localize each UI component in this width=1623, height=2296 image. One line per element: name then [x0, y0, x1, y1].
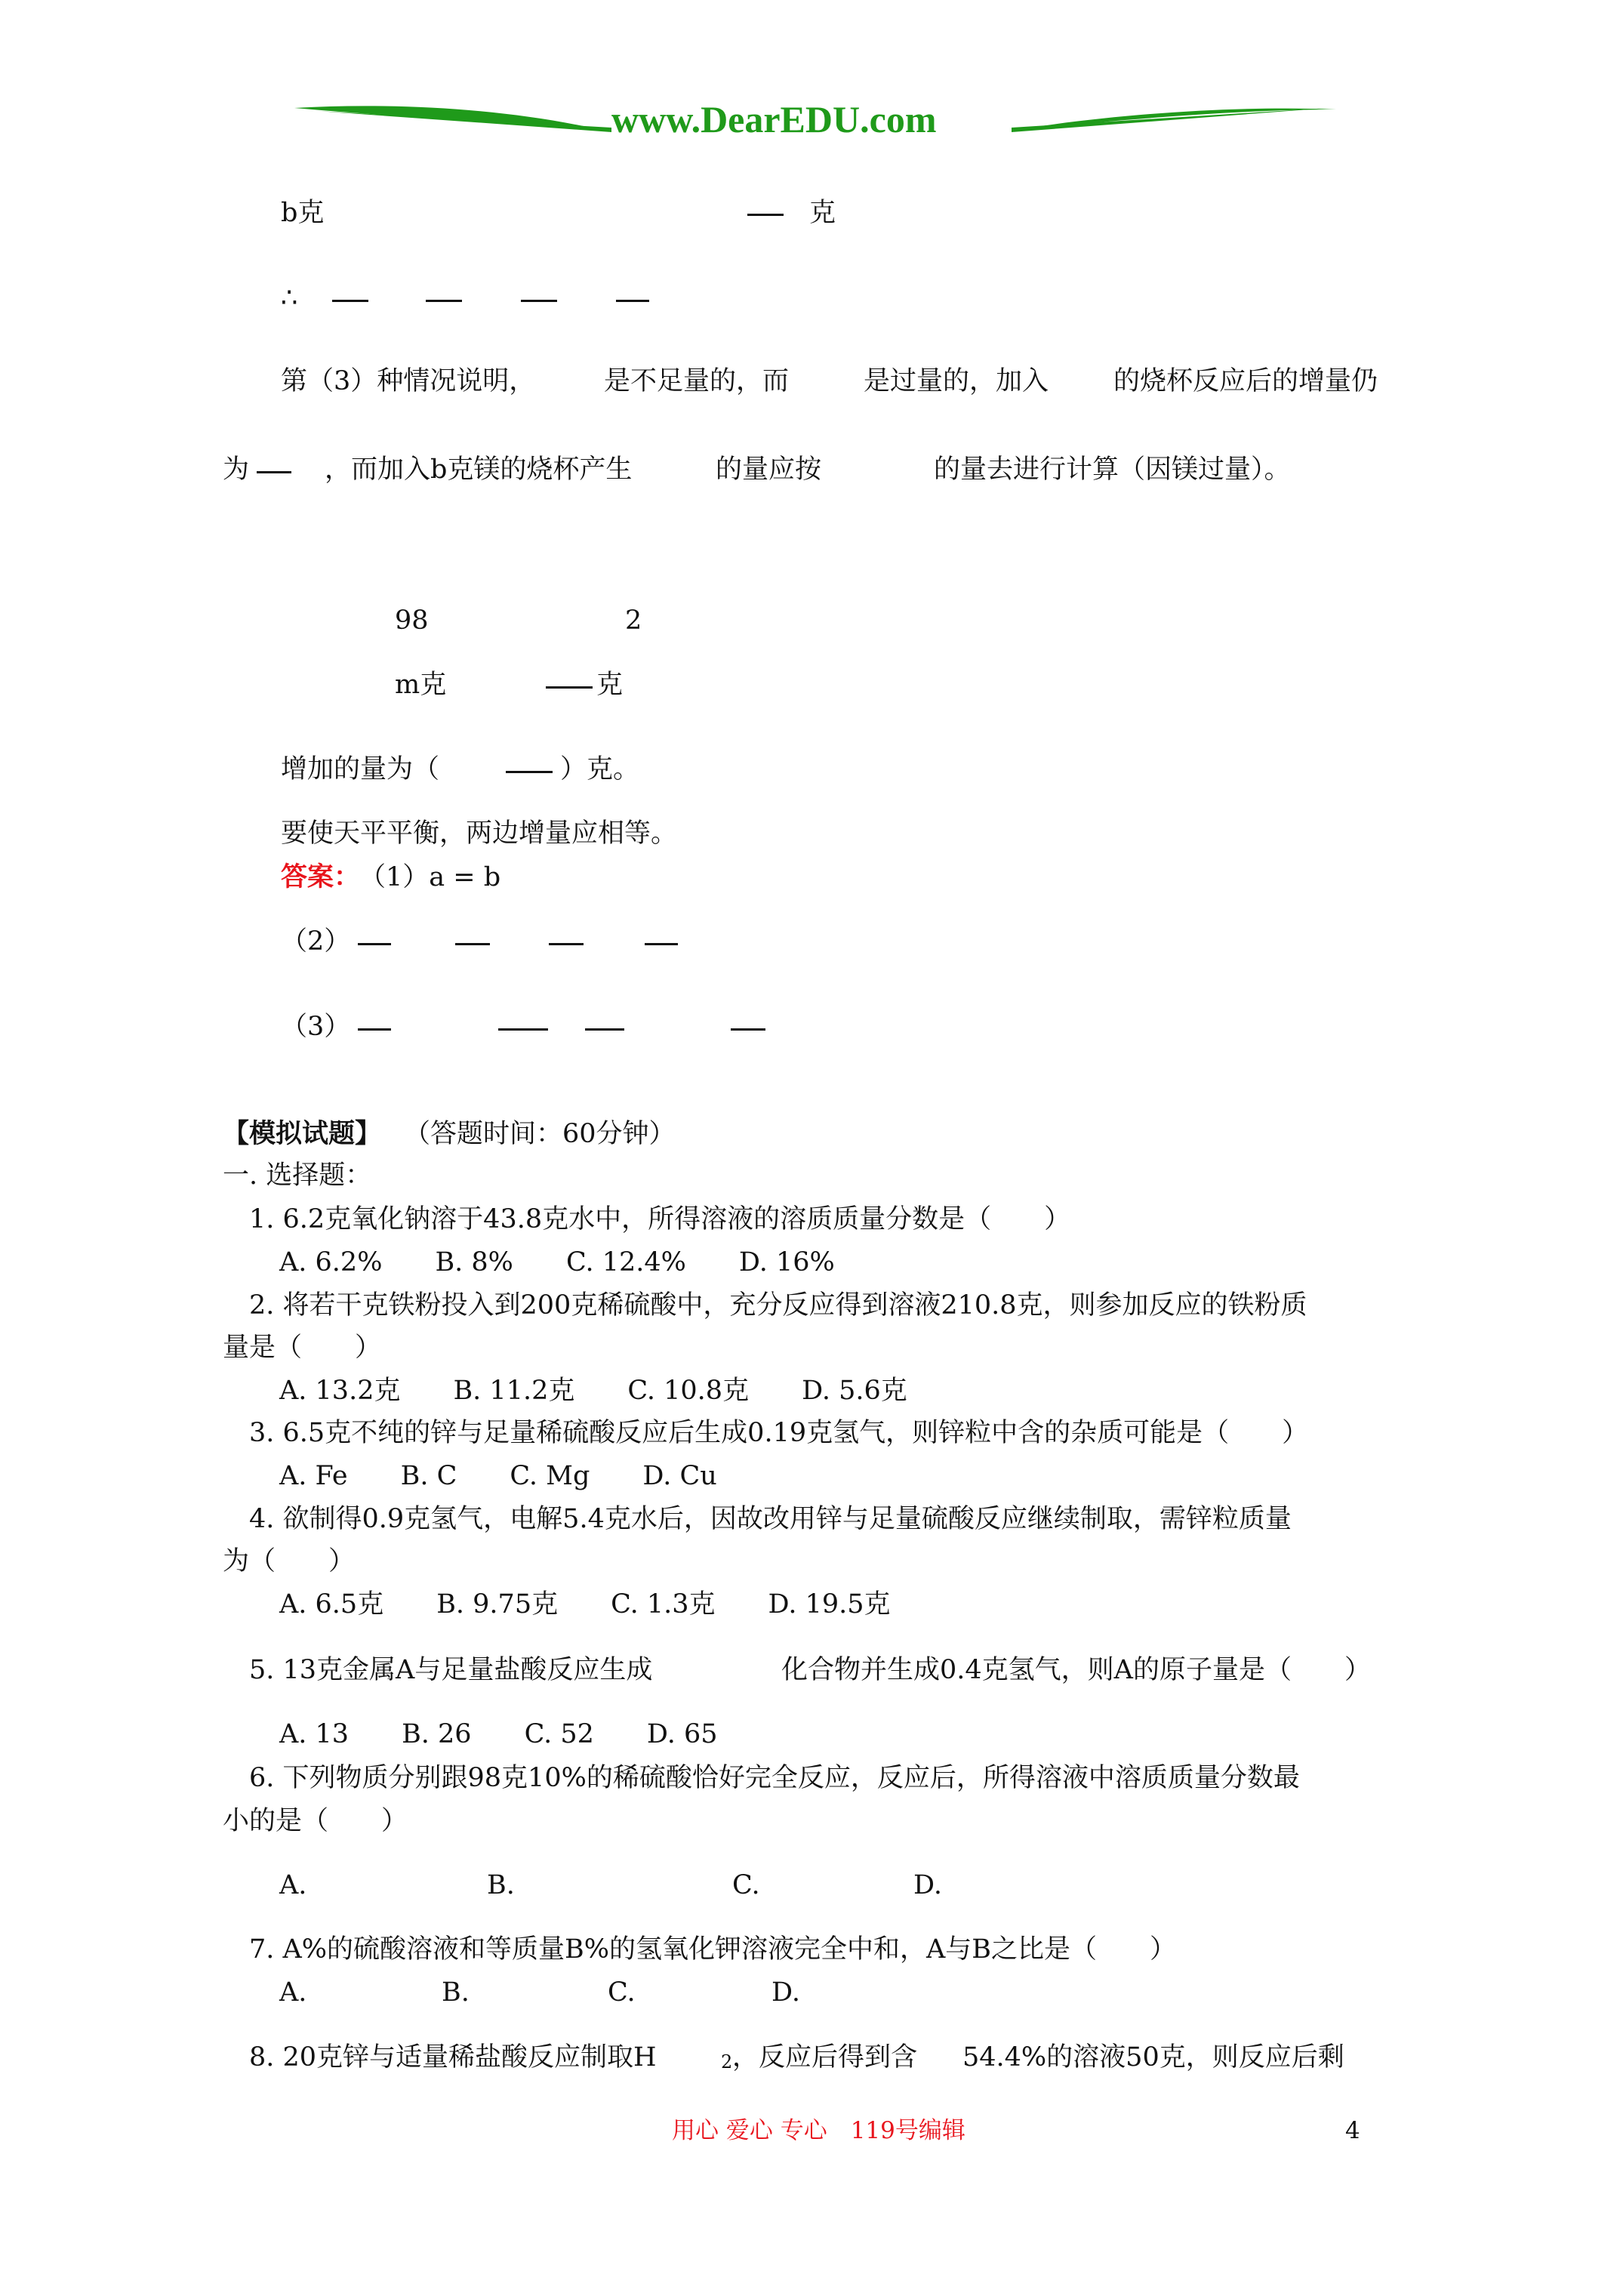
- line-b-gram: b克: [281, 198, 325, 228]
- fraction-blank: [426, 300, 462, 302]
- fraction-blank: [645, 943, 678, 945]
- section-title: 【模拟试题】: [223, 1118, 382, 1149]
- question-1: 1. 6.2克氧化钠溶于43.8克水中，所得溶液的溶质质量分数是（ ）: [249, 1204, 1071, 1234]
- question-3-options: A. Fe B. C C. Mg D. Cu: [279, 1461, 717, 1491]
- question-5-cont: 化合物并生成0.4克氢气，则A的原子量是（ ）: [781, 1655, 1371, 1685]
- fraction-blank: [616, 300, 649, 302]
- question-8-subscript: 2: [721, 2051, 733, 2073]
- question-8-cont: ，反应后得到含: [732, 2042, 918, 2073]
- question-6-cont: 小的是（ ）: [223, 1806, 408, 1836]
- question-7-option-d: D.: [771, 1977, 800, 2008]
- fraction-blank: [549, 943, 584, 945]
- question-7-option-c: C.: [608, 1977, 636, 2008]
- question-2: 2. 将若干克铁粉投入到200克稀硫酸中，充分反应得到溶液210.8克，则参加反应的铁粉质: [249, 1290, 1307, 1321]
- fraction-blank: [747, 214, 784, 216]
- increase-text: ）克。: [560, 754, 640, 784]
- site-logo[interactable]: www.DearEDU.com: [611, 98, 937, 140]
- footer-slogan: 用心 爱心 专心 119号编辑: [672, 2117, 965, 2144]
- increase-text: 增加的量为（: [281, 754, 440, 784]
- equation-value: m克: [395, 670, 447, 700]
- fraction-blank: [585, 1028, 624, 1031]
- case3-text: 为: [223, 455, 250, 485]
- question-2-options: A. 13.2克 B. 11.2克 C. 10.8克 D. 5.6克: [279, 1376, 907, 1406]
- fraction-blank: [455, 943, 490, 945]
- right-swoosh-tail: [1012, 108, 1329, 132]
- page-number: 4: [1345, 2117, 1360, 2144]
- case3-text: 的烧杯反应后的增量仍: [1113, 366, 1378, 396]
- fraction-blank: [506, 771, 553, 773]
- question-4: 4. 欲制得0.9克氢气，电解5.4克水后，因故改用锌与足量硫酸反应继续制取，需锌粒质量: [249, 1504, 1292, 1534]
- question-4-cont: 为（ ）: [223, 1546, 356, 1576]
- question-6: 6. 下列物质分别跟98克10%的稀硫酸恰好完全反应，反应后，所得溶液中溶质质量分数最: [249, 1763, 1300, 1793]
- question-3: 3. 6.5克不纯的锌与足量稀硫酸反应后生成0.19克氢气，则锌粒中含的杂质可能是（ ）: [249, 1418, 1309, 1448]
- fraction-blank: [358, 943, 391, 945]
- question-6-option-b: B.: [487, 1870, 515, 1900]
- case3-text: 第（3）种情况说明，: [281, 366, 536, 396]
- question-7-option-a: A.: [279, 1977, 307, 2008]
- question-7-option-b: B.: [442, 1977, 470, 2008]
- question-8-cont: 54.4%的溶液50克，则反应后剩: [962, 2042, 1344, 2073]
- line-gram: 克: [809, 198, 836, 228]
- equation-value: 98: [395, 606, 429, 636]
- case3-text: 的量应按: [716, 455, 822, 485]
- part-title: 一. 选择题：: [223, 1160, 372, 1191]
- case3-text: 是过量的，加入: [864, 366, 1049, 396]
- therefore-symbol: ∴: [281, 283, 298, 313]
- question-4-options: A. 6.5克 B. 9.75克 C. 1.3克 D. 19.5克: [279, 1589, 891, 1620]
- fraction-blank: [358, 1028, 391, 1031]
- balance-text: 要使天平平衡，两边增量应相等。: [281, 818, 678, 849]
- question-7: 7. A%的硫酸溶液和等质量B%的氢氧化钾溶液完全中和，A与B之比是（ ）: [249, 1934, 1177, 1965]
- answer-2: （2）: [281, 926, 351, 957]
- question-5: 5. 13克金属A与足量盐酸反应生成: [249, 1655, 653, 1685]
- fraction-blank: [521, 300, 557, 302]
- fraction-blank: [498, 1028, 548, 1031]
- question-2-cont: 量是（ ）: [223, 1333, 382, 1363]
- question-1-options: A. 6.2% B. 8% C. 12.4% D. 16%: [279, 1247, 835, 1277]
- equation-value: 克: [596, 670, 624, 700]
- case3-text: 是不足量的，而: [604, 366, 790, 396]
- case3-text: ，而加入b克镁的烧杯产生: [325, 455, 633, 485]
- fraction-blank: [257, 471, 291, 473]
- fraction-blank: [332, 300, 368, 302]
- fraction-blank: [731, 1028, 765, 1031]
- answer-1: （1）a = b: [359, 862, 501, 892]
- case3-text: 的量去进行计算（因镁过量）。: [934, 455, 1291, 485]
- question-8: 8. 20克锌与适量稀盐酸反应制取H: [249, 2042, 657, 2073]
- section-time: （答题时间：60分钟）: [404, 1119, 676, 1149]
- equation-value: 2: [625, 606, 642, 636]
- fraction-blank: [546, 686, 593, 689]
- answer-3: （3）: [281, 1012, 351, 1042]
- question-6-option-d: D.: [913, 1870, 942, 1900]
- question-5-options: A. 13 B. 26 C. 52 D. 65: [279, 1719, 718, 1749]
- question-6-option-c: C.: [732, 1870, 760, 1900]
- answer-label: 答案：: [281, 861, 361, 892]
- question-6-option-a: A.: [279, 1870, 307, 1900]
